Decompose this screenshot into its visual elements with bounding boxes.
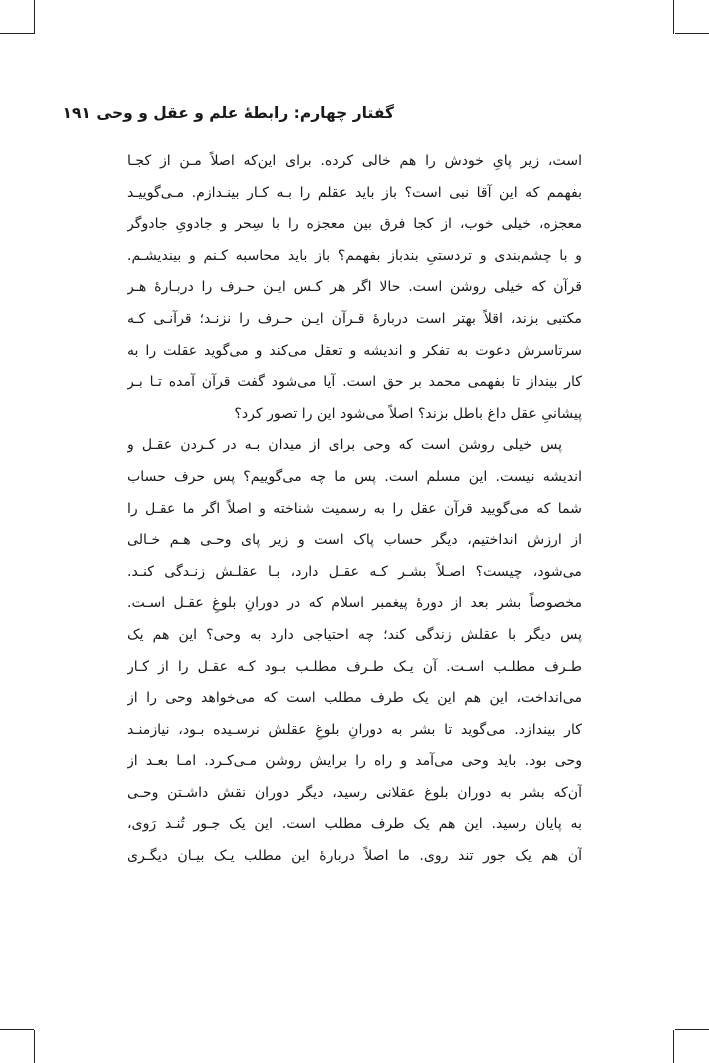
text-line: وحی بود. باید وحی می‌آمد و راه را برایش روشن مـی‌کـرد. امـا بعـد از: [127, 753, 582, 770]
text-line: آن هم یک جور تند روی. ما اصلاً دربارهٔ این مطلب یـک بیـان دیگـری: [127, 848, 582, 865]
text-line: بفهمم که این آقا نبی است؟ باز باید عقلم را بـه کـار بینـدازم. مـی‌گوییـد: [127, 184, 582, 201]
text-line: کار بینداز تا بفهمی محمد بر حق است. آیا می‌شود گفت قرآن آمده تـا بـر: [127, 374, 582, 391]
text-line: به پایان رسید. این هم یک طرف مطلب است. این یک جـور تُنـد رَوی،: [127, 816, 582, 833]
text-line: می‌شود، چیست؟ اصـلاً بشـر کـه عقـل دارد، بـا عقلـش زنـدگی کنـد.: [127, 563, 582, 580]
crop-mark-top-right-vertical: [673, 0, 674, 34]
text-line: می‌انداخت، این هم این یک طرف مطلب است که می‌خواهد وحی را از: [127, 690, 582, 707]
text-line: طـرف مطلـب اسـت. آن یـک طـرف مطلـب بـود کـه عقـل را از کـار: [127, 658, 582, 675]
crop-mark-bottom-left-horizontal: [0, 1029, 34, 1030]
crop-mark-bottom-right-vertical: [673, 1030, 674, 1063]
crop-mark-top-left-vertical: [34, 0, 35, 34]
text-line: آن‌که بشر به دوران بلوغ عقلانی رسید، دیگر دوران نقش داشـتن وحـی: [127, 784, 582, 801]
text-line: کار بیندازد. می‌گوید تا بشر به دورانِ بلوغِ عقلش نرسـیده بـود، نیازمنـد: [127, 721, 582, 738]
crop-mark-bottom-right-horizontal: [675, 1029, 709, 1030]
text-line: قرآن که خیلی روشن است. حالا اگر هر کـس ایـن حـرف را دربـارهٔ هـر: [127, 279, 582, 296]
running-head: [49, 104, 394, 122]
paragraph-2: [127, 430, 582, 872]
page-number: ۱۹۱: [62, 104, 91, 122]
paragraph-1: [127, 146, 582, 430]
text-line: از ارزش انداختیم، دیگر حساب پاک است و زیر پای وحـی هـم خـالی: [127, 532, 582, 549]
text-line: شما که می‌گویید قرآن عقل را به رسمیت شناخته و اصلاً اگر ما عقـل را: [127, 500, 582, 517]
text-line: پس خیلی روشن است که وحی برای از میدان بـه در کـردن عقـل و: [127, 437, 562, 454]
text-line: و با چشم‌بندی و تردستیِ بندباز بفهمم؟ باز باید محاسبه کـنم و بیندیشـم.: [127, 247, 582, 264]
crop-mark-bottom-left-vertical: [34, 1030, 35, 1063]
text-line: پیشانیِ عقل داغ باطل بزند؟ اصلاً می‌شود این را تصور کرد؟: [234, 405, 582, 422]
text-line: است، زیر پایِ خودش را هم خالی کرده. برای این‌که اصلاً مـن از کجـا: [127, 153, 582, 169]
crop-mark-top-right-horizontal: [675, 33, 709, 34]
text-line: معجزه، خیلی خوب، از کجا فرق بین معجزه را با سِحر و جادویِ جادوگر: [127, 216, 582, 233]
body-text: [127, 146, 582, 873]
crop-mark-top-left-horizontal: [0, 33, 34, 34]
text-line: مخصوصاً بشر بعد از دورهٔ پیغمبر اسلام که در دورانِ بلوغِ عقـل اسـت.: [127, 595, 582, 612]
text-line: سرتاسرش دعوت به تفکر و اندیشه و تعقل می‌کند و می‌گوید عقلت را به: [127, 342, 582, 359]
text-line: پس دیگر با عقلش زندگی کند؛ چه احتیاجی دارد به وحی؟ این هم یک: [127, 626, 582, 643]
chapter-title: گفتار چهارم: رابطهٔ علم و عقل و وحی: [96, 104, 394, 122]
text-line: اندیشه نیست. این مسلم است. پس ما چه می‌گوییم؟ پس حرف حساب: [127, 468, 582, 485]
text-line: مکتبی بزند، اقلاً بهتر است دربارهٔ قـرآن ایـن حـرف را نزنـد؛ قرآنـی کـه: [127, 310, 582, 327]
